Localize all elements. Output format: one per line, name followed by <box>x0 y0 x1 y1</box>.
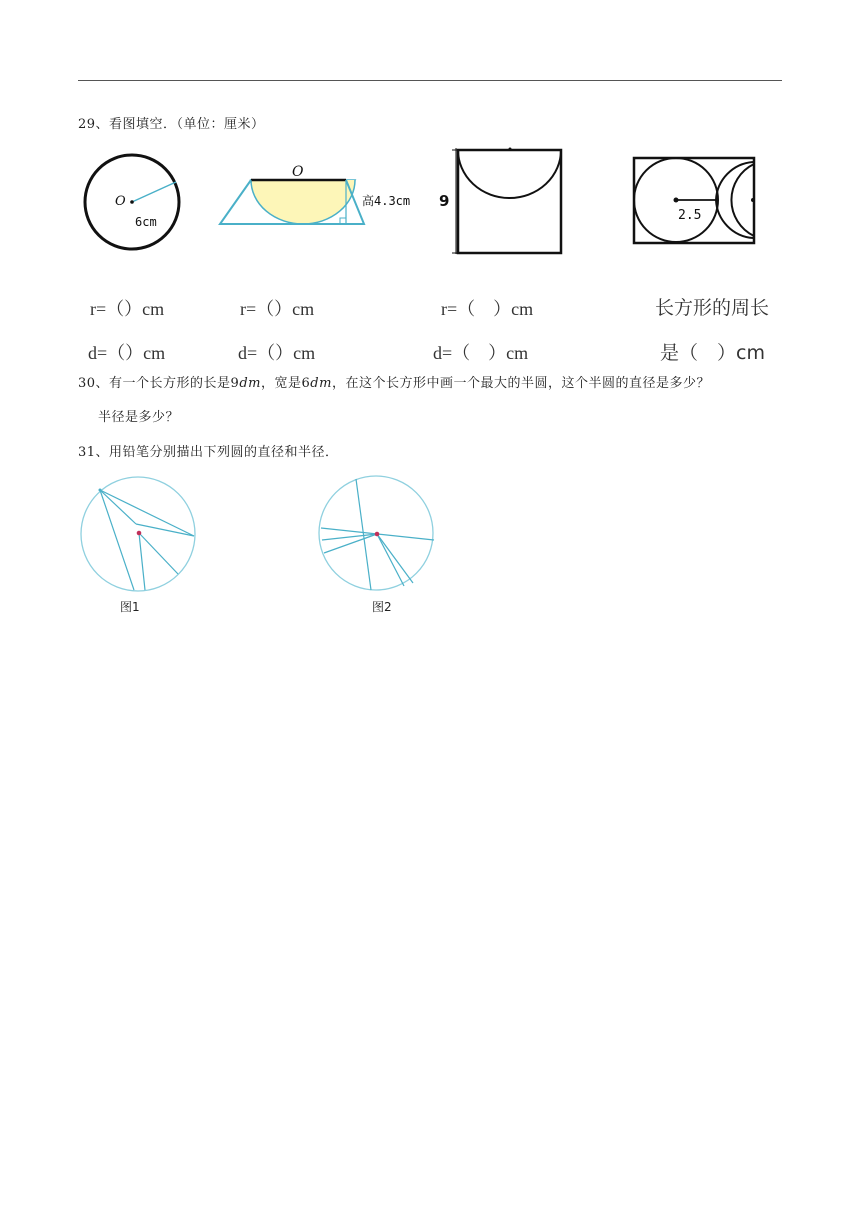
q29-answer-c-radius[interactable]: r=（ ）cm <box>441 299 534 319</box>
q29-answer-b-diameter[interactable]: d=（）cm <box>238 343 316 363</box>
q30-length-num: 9 <box>230 376 240 391</box>
q29-fig2-height-label: 高4.3cm <box>362 194 411 208</box>
q31-title: 31、用铅笔分别描出下列圆的直径和半径． <box>78 445 339 460</box>
q29-title: 29、看图填空．（单位：厘米） <box>78 117 265 132</box>
q29-fig2-center-label: O <box>292 164 304 180</box>
q29-answer-a-radius[interactable]: r=（）cm <box>90 299 165 319</box>
q30-text-mid: ，宽是 <box>260 376 302 391</box>
q31-circle-figure-2 <box>316 474 438 594</box>
q30-width-num: 6 <box>301 376 311 391</box>
q31-circle-figure-1 <box>78 474 200 594</box>
q29-answer-a-diameter[interactable]: d=（）cm <box>88 343 166 363</box>
q29-answer-d-line1: 长方形的周长 <box>655 297 770 319</box>
q30-line1 <box>78 372 710 391</box>
q29-circle-figure <box>80 152 185 257</box>
q29-answer-c-diameter[interactable]: d=（ ）cm <box>433 343 529 363</box>
q29-fig4-radius-label: 2.5 <box>678 208 702 223</box>
header-rule <box>78 80 782 81</box>
q29-square-semicircle-figure <box>434 144 566 258</box>
q29-fig1-center-label: O <box>115 194 126 209</box>
q29-fig1-radius-label: 6cm <box>135 215 157 229</box>
q30-width-unit: dm <box>310 376 332 391</box>
q29-rectangle-circles-figure <box>630 154 758 246</box>
q30-text-pre: 30、有一个长方形的长是 <box>78 376 231 391</box>
q29-trapezoid-figure <box>216 158 426 233</box>
q30-text-post: ，在这个长方形中画一个最大的半圆，这个半圆的直径是多少？ <box>331 376 710 391</box>
q30-line2: 半径是多少？ <box>98 410 180 425</box>
q31-caption-1: 图1 <box>120 600 140 614</box>
q29-fig3-side-label: 9 <box>439 192 450 210</box>
q29-answer-b-radius[interactable]: r=（）cm <box>240 299 315 319</box>
q29-answer-d-line2[interactable]: 是（ ）cm <box>660 342 765 364</box>
q31-caption-2: 图2 <box>372 600 392 614</box>
q30-length-unit: dm <box>239 376 261 391</box>
